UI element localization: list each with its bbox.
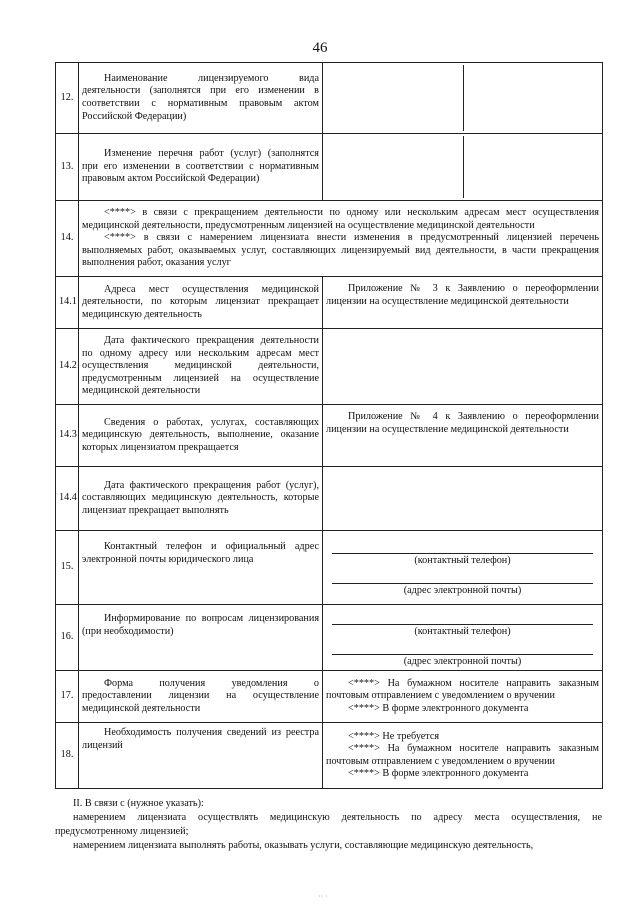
row-value xyxy=(323,329,603,405)
section-two xyxy=(55,797,602,853)
email-caption: (адрес электронной почты) xyxy=(403,584,522,596)
option-not-required: <****> Не требуется xyxy=(348,730,440,742)
option-electronic: <****> В форме электронного документа xyxy=(348,768,529,780)
option-electronic: <****> В форме электронного документа xyxy=(348,702,529,714)
row-value: Приложение № 4 к Заявлению о переоформлении лицензии на осуществление медицинской деятельности xyxy=(323,405,603,467)
table-row xyxy=(56,405,603,467)
row-number: 15. xyxy=(56,531,79,605)
row-label: Дата фактического прекращения деятельности по одному адресу или нескольким адресам мест осуществления медицинской деятельности, предусмотренным лицензией на осуществление медицинской деятельности xyxy=(79,329,323,405)
row-number: 17. xyxy=(56,671,79,723)
email-caption: (адрес электронной почты) xyxy=(403,655,522,667)
option-paper-mail: <****> На бумажном носителе направить заказным почтовым отправлением с уведомлением о вручении xyxy=(326,677,599,702)
row-value: Приложение № 3 к Заявлению о переоформлении лицензии на осуществление медицинской деятельности xyxy=(323,277,603,329)
row-number: 14.3 xyxy=(56,405,79,467)
phone-caption: (контактный телефон) xyxy=(414,555,511,566)
row-number: 18. xyxy=(56,723,79,789)
page-number: 46 xyxy=(312,40,328,56)
row-value-split xyxy=(323,63,603,134)
licensing-contact-fields xyxy=(323,605,603,671)
row-number: 14. xyxy=(56,201,79,277)
option-paper-mail: <****> На бумажном носителе направить заказным почтовым отправлением с уведомлением о вручении xyxy=(326,743,599,767)
phone-line xyxy=(332,539,593,554)
table-row xyxy=(56,467,603,531)
row-label: Сведения о работах, услугах, составляющих медицинскую деятельность, выполнение, оказание которых лицензиатом прекращается xyxy=(79,405,323,467)
row-label: Изменение перечня работ (услуг) (заполнятся при его изменении в соответствии с нормативным правовым актом Российской Федерации) xyxy=(79,134,323,201)
row-wide-text xyxy=(79,201,603,277)
table-row xyxy=(56,723,603,789)
phone-caption: (контактный телефон) xyxy=(414,626,511,637)
table-row xyxy=(56,671,603,723)
notification-options xyxy=(323,671,603,723)
email-line xyxy=(332,640,593,655)
row-number: 14.4 xyxy=(56,467,79,531)
row-number: 14.1 xyxy=(56,277,79,329)
section-paragraph-1: намерением лицензиата осуществлять медицинскую деятельность по адресу места осуществления, не предусмотренному лицензией; xyxy=(55,812,602,837)
row-label: Адреса мест осуществления медицинской деятельности, по которым лицензиат прекращает медицинскую деятельность xyxy=(79,277,323,329)
registry-options xyxy=(323,723,603,789)
row-number: 13. xyxy=(56,134,79,201)
row-label: Наименование лицензируемого вида деятельности (заполнятся при его изменении в соответствии с нормативным правовым актом Российской Федерации) xyxy=(79,63,323,134)
option-change-works: <****> в связи с намерением лицензиата внести изменения в предусмотренный лицензией перечень выполняемых работ, оказываемых услуг, составляющих лицензируемый вид деятельности, в части прекращения выполнения работ, оказания услуг xyxy=(82,232,599,269)
table-row xyxy=(56,329,603,405)
form-table xyxy=(55,62,603,789)
row-value-split xyxy=(323,134,603,201)
table-row xyxy=(56,201,603,277)
table-row xyxy=(56,605,603,671)
option-stop-address: <****> в связи с прекращением деятельности по одному или нескольким адресам мест осуществления медицинской деятельности, предусмотренным лицензией на осуществление медицинской деятельности xyxy=(82,207,599,231)
table-row xyxy=(56,63,603,134)
scan-specks: ·· · xyxy=(318,892,328,901)
table-row xyxy=(56,277,603,329)
email-line xyxy=(332,569,593,584)
row-label: Дата фактического прекращения работ (услуг), составляющих медицинскую деятельность, которые лицензиат прекращает выполнять xyxy=(79,467,323,531)
contact-fields xyxy=(323,531,603,605)
row-number: 16. xyxy=(56,605,79,671)
row-number: 12. xyxy=(56,63,79,134)
table-row xyxy=(56,134,603,201)
row-label: Контактный телефон и официальный адрес электронной почты юридического лица xyxy=(79,531,323,605)
row-label: Необходимость получения сведений из реестра лицензий xyxy=(79,723,323,789)
row-label: Информирование по вопросам лицензирования (при необходимости) xyxy=(79,605,323,671)
row-value xyxy=(323,467,603,531)
table-row xyxy=(56,531,603,605)
section-heading: II. В связи с (нужное указать): xyxy=(73,798,204,809)
section-paragraph-2: намерением лицензиата выполнять работы, оказывать услуги, составляющие медицинскую деятельность, xyxy=(73,840,534,851)
row-number: 14.2 xyxy=(56,329,79,405)
row-label: Форма получения уведомления о предоставлении лицензии на осуществление медицинской деятельности xyxy=(79,671,323,723)
phone-line xyxy=(332,610,593,625)
